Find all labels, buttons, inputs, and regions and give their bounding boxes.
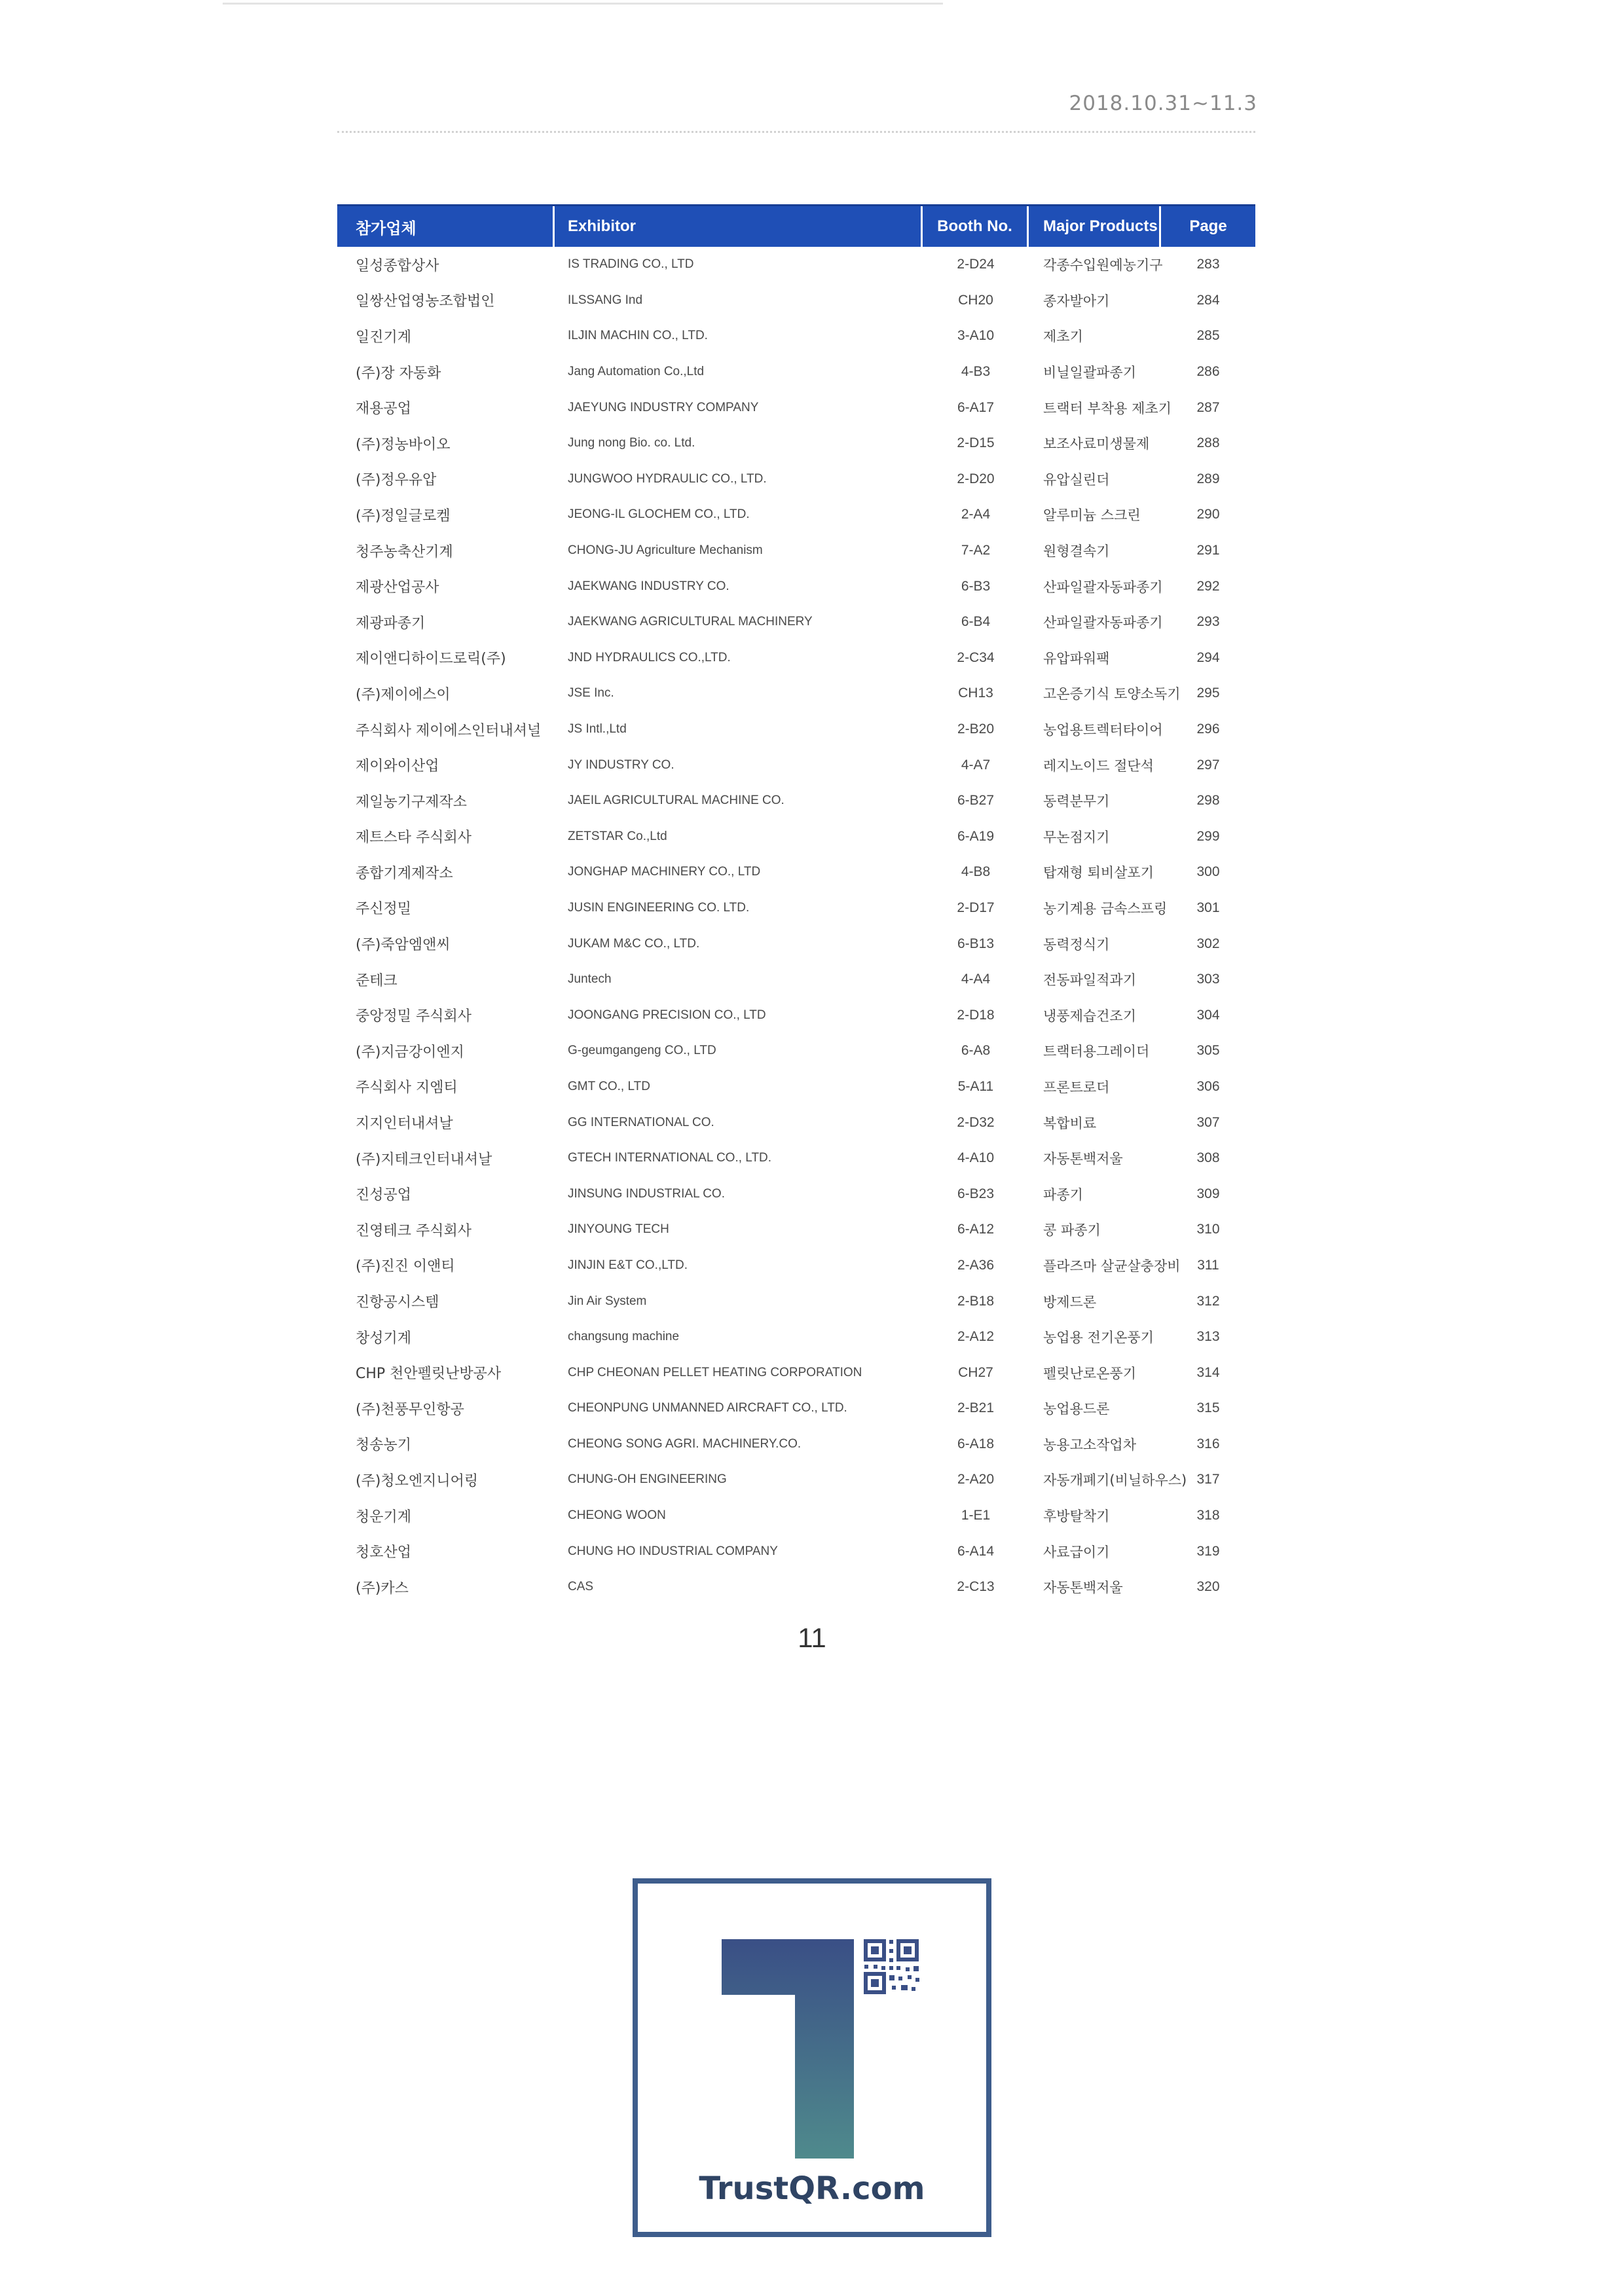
table-row [337, 1498, 1255, 1534]
page-cell: 318 [1196, 1508, 1220, 1523]
page-cell: 303 [1196, 972, 1220, 987]
exhibitor-cell: CHP CHEONAN PELLET HEATING CORPORATION [568, 1365, 862, 1379]
table-row [337, 318, 1255, 354]
table-row [337, 568, 1255, 604]
exhibitor-cell: ILSSANG Ind [568, 293, 643, 307]
page-cell: 307 [1196, 1114, 1220, 1130]
korean-name-cell: 지지인터내셔날 [356, 1116, 453, 1133]
page-cell: 300 [1196, 864, 1220, 880]
exhibitor-cell: JSE Inc. [568, 686, 614, 701]
exhibitor-cell: JY INDUSTRY CO. [568, 757, 674, 772]
table-row [337, 1104, 1255, 1140]
table-row [337, 783, 1255, 819]
booth-cell: 6-A14 [957, 1543, 995, 1559]
exhibitor-cell: ILJIN MACHIN CO., LTD. [568, 329, 708, 343]
page-cell: 288 [1196, 435, 1220, 451]
booth-cell: 2-D18 [957, 1007, 995, 1023]
page-cell: 314 [1196, 1364, 1220, 1380]
product-cell: 고온증기식 토양소독기 [1043, 686, 1181, 702]
exhibitor-cell: CHUNG HO INDUSTRIAL COMPANY [568, 1544, 778, 1558]
booth-cell: 2-D15 [957, 435, 995, 451]
exhibitor-table [337, 204, 1255, 1605]
column-header-booth: Booth No. [923, 206, 1029, 247]
exhibitor-cell: GMT CO., LTD [568, 1079, 650, 1093]
product-cell: 각종수입원예농기구 [1043, 257, 1163, 274]
page-cell: 312 [1196, 1293, 1220, 1309]
table-row [337, 640, 1255, 676]
booth-cell: 6-A17 [957, 399, 995, 415]
product-cell: 산파일괄자동파종기 [1043, 579, 1163, 595]
table-row [337, 1248, 1255, 1284]
exhibitor-cell: JOONGANG PRECISION CO., LTD [568, 1008, 766, 1022]
logo-text: TrustQR.com [699, 2170, 925, 2207]
product-cell: 전동파일적과기 [1043, 972, 1137, 989]
korean-name-cell: (주)제이에스이 [356, 686, 451, 703]
product-cell: 농업용트렉터타이어 [1043, 722, 1163, 738]
table-row [337, 462, 1255, 498]
booth-cell: CH13 [958, 685, 993, 701]
product-cell: 파종기 [1043, 1186, 1083, 1203]
table-row [337, 1319, 1255, 1355]
exhibitor-cell: Jin Air System [568, 1294, 647, 1308]
event-date: 2018.10.31~11.3 [1069, 92, 1257, 115]
exhibitor-cell: CHEONPUNG UNMANNED AIRCRAFT CO., LTD. [568, 1401, 847, 1415]
page-cell: 292 [1196, 578, 1220, 594]
exhibitor-cell: CAS [568, 1580, 594, 1594]
korean-name-cell: 청송농기 [356, 1437, 412, 1454]
product-cell: 펠릿난로온풍기 [1043, 1365, 1137, 1381]
page-cell: 306 [1196, 1078, 1220, 1094]
booth-cell: 6-A8 [961, 1043, 991, 1059]
korean-name-cell: 제이와이산업 [356, 758, 439, 775]
page-cell: 284 [1196, 292, 1220, 308]
exhibitor-cell: Jang Automation Co.,Ltd [568, 365, 705, 379]
exhibitor-cell: G-geumgangeng CO., LTD [568, 1044, 716, 1058]
booth-cell: 5-A11 [957, 1078, 994, 1094]
page-cell: 283 [1196, 257, 1220, 272]
table-row [337, 712, 1255, 748]
booth-cell: 2-B20 [957, 721, 995, 737]
booth-cell: 2-D17 [957, 900, 995, 915]
exhibitor-cell: Jung nong Bio. co. Ltd. [568, 436, 695, 450]
product-cell: 유압파워팩 [1043, 650, 1110, 666]
exhibitor-cell: JAEIL AGRICULTURAL MACHINE CO. [568, 793, 784, 808]
table-row [337, 1391, 1255, 1427]
korean-name-cell: (주)장 자동화 [356, 365, 441, 382]
dotted-divider [337, 131, 1255, 133]
korean-name-cell: 일진기계 [356, 329, 412, 346]
page-cell: 316 [1196, 1436, 1220, 1451]
table-row [337, 497, 1255, 533]
booth-cell: 6-B27 [957, 793, 995, 809]
booth-cell: 4-B8 [961, 864, 991, 880]
korean-name-cell: 제일농기구제작소 [356, 793, 468, 811]
table-row [337, 1427, 1255, 1463]
product-cell: 방제드론 [1043, 1294, 1097, 1310]
booth-cell: 2-D24 [957, 257, 995, 272]
table-row [337, 1212, 1255, 1248]
page-cell: 296 [1196, 721, 1220, 737]
qr-code-icon [864, 1939, 919, 1994]
page-cell: 315 [1196, 1400, 1220, 1416]
booth-cell: CH27 [958, 1364, 993, 1380]
table-row [337, 1533, 1255, 1569]
table-row [337, 247, 1255, 283]
product-cell: 후방탈착기 [1043, 1508, 1110, 1525]
exhibitor-cell: JAEKWANG INDUSTRY CO. [568, 579, 729, 593]
korean-name-cell: 중앙정밀 주식회사 [356, 1008, 472, 1025]
korean-name-cell: 제트스타 주식회사 [356, 829, 472, 847]
page-cell: 319 [1196, 1543, 1220, 1559]
korean-name-cell: 재용공업 [356, 401, 412, 418]
booth-cell: 6-B3 [961, 578, 991, 594]
exhibitor-cell: CHEONG WOON [568, 1508, 666, 1523]
exhibitor-cell: CHONG-JU Agriculture Mechanism [568, 543, 763, 558]
exhibitor-cell: JUNGWOO HYDRAULIC CO., LTD. [568, 471, 767, 486]
booth-cell: 4-A4 [961, 972, 991, 987]
exhibitor-cell: IS TRADING CO., LTD [568, 257, 694, 272]
exhibitor-cell: JS Intl.,Ltd [568, 722, 627, 737]
trustqr-logo [633, 1878, 991, 2237]
exhibitor-cell: JUSIN ENGINEERING CO. LTD. [568, 900, 750, 915]
booth-cell: 1-E1 [961, 1508, 991, 1523]
korean-name-cell: CHP 천안펠릿난방공사 [356, 1366, 502, 1383]
page-number: 11 [798, 1622, 826, 1653]
exhibitor-cell: GTECH INTERNATIONAL CO., LTD. [568, 1151, 772, 1165]
product-cell: 유압실린더 [1043, 471, 1110, 488]
product-cell: 농업용 전기온풍기 [1043, 1330, 1154, 1346]
korean-name-cell: (주)지테크인터내셔날 [356, 1151, 492, 1168]
exhibitor-cell: JAEYUNG INDUSTRY COMPANY [568, 400, 759, 414]
product-cell: 트랙터 부착용 제초기 [1043, 400, 1172, 416]
korean-name-cell: 청주농축산기계 [356, 543, 453, 560]
page-cell: 320 [1196, 1579, 1220, 1595]
product-cell: 복합비료 [1043, 1115, 1097, 1131]
table-row [337, 1569, 1255, 1605]
korean-name-cell: 진영테크 주식회사 [356, 1222, 472, 1239]
korean-name-cell: 청운기계 [356, 1508, 412, 1525]
page-cell: 295 [1196, 685, 1220, 701]
booth-cell: 2-A4 [961, 507, 991, 522]
product-cell: 자동개폐기(비닐하우스) [1043, 1472, 1187, 1489]
korean-name-cell: (주)천풍무인항공 [356, 1401, 464, 1418]
booth-cell: 2-D20 [957, 471, 995, 486]
product-cell: 동력정식기 [1043, 936, 1110, 953]
korean-name-cell: 제광산업공사 [356, 579, 439, 596]
booth-cell: 6-A19 [957, 828, 995, 844]
page-cell: 305 [1196, 1043, 1220, 1059]
page-cell: 298 [1196, 793, 1220, 809]
exhibitor-cell: JAEKWANG AGRICULTURAL MACHINERY [568, 615, 813, 629]
booth-cell: 3-A10 [957, 328, 995, 344]
product-cell: 자동톤백저울 [1043, 1580, 1123, 1596]
korean-name-cell: 주신정밀 [356, 901, 412, 918]
korean-name-cell: 창성기계 [356, 1330, 412, 1347]
page-cell: 311 [1197, 1257, 1219, 1273]
page-cell: 291 [1196, 543, 1220, 558]
page-cell: 317 [1196, 1472, 1220, 1487]
table-row [337, 1140, 1255, 1176]
table-row [337, 676, 1255, 712]
korean-name-cell: 일성종합상사 [356, 257, 439, 274]
korean-name-cell: 일쌍산업영농조합법인 [356, 293, 495, 310]
product-cell: 냉풍제습건조기 [1043, 1008, 1137, 1024]
table-header [337, 204, 1255, 247]
korean-name-cell: 청호산업 [356, 1544, 412, 1561]
booth-cell: 7-A2 [961, 543, 991, 558]
table-row [337, 747, 1255, 783]
product-cell: 농기계용 금속스프링 [1043, 900, 1168, 917]
korean-name-cell: (주)정우유압 [356, 472, 437, 489]
booth-cell: 2-C34 [957, 649, 995, 665]
product-cell: 트랙터용그레이더 [1043, 1044, 1150, 1060]
table-row [337, 1033, 1255, 1069]
page-cell: 302 [1196, 936, 1220, 951]
table-row [337, 819, 1255, 855]
product-cell: 콩 파종기 [1043, 1222, 1101, 1239]
korean-name-cell: (주)죽암엠앤씨 [356, 937, 451, 954]
korean-name-cell: 주식회사 지엠티 [356, 1080, 458, 1097]
exhibitor-cell: CHEONG SONG AGRI. MACHINERY.CO. [568, 1436, 802, 1451]
booth-cell: CH20 [958, 292, 993, 308]
page-cell: 308 [1196, 1150, 1220, 1166]
table-row [337, 1355, 1255, 1391]
booth-cell: 6-B4 [961, 614, 991, 630]
table-row [337, 997, 1255, 1033]
booth-cell: 2-B18 [957, 1293, 995, 1309]
booth-cell: 2-A36 [957, 1257, 995, 1273]
booth-cell: 4-B3 [961, 364, 991, 380]
korean-name-cell: 종합기계제작소 [356, 865, 453, 882]
booth-cell: 6-A12 [957, 1222, 995, 1237]
product-cell: 제초기 [1043, 329, 1083, 345]
booth-cell: 6-A18 [957, 1436, 995, 1451]
table-row [337, 890, 1255, 926]
table-row [337, 354, 1255, 390]
product-cell: 원형결속기 [1043, 543, 1110, 560]
booth-cell: 4-A7 [961, 757, 991, 773]
page-cell: 310 [1196, 1222, 1220, 1237]
exhibitor-cell: GG INTERNATIONAL CO. [568, 1115, 714, 1129]
exhibitor-cell: Juntech [568, 972, 612, 987]
product-cell: 플라즈마 살균살충장비 [1043, 1258, 1181, 1274]
exhibitor-cell: JINJIN E&T CO.,LTD. [568, 1258, 688, 1272]
korean-name-cell: 진항공시스템 [356, 1294, 439, 1311]
product-cell: 자동톤백저울 [1043, 1151, 1123, 1167]
page-cell: 299 [1196, 828, 1220, 844]
exhibitor-cell: CHUNG-OH ENGINEERING [568, 1472, 727, 1487]
product-cell: 종자발아기 [1043, 293, 1110, 309]
column-header-products: Major Products [1029, 206, 1161, 247]
korean-name-cell: 제이앤디하이드로릭(주) [356, 651, 506, 668]
table-row [337, 1462, 1255, 1498]
table-row [337, 1283, 1255, 1319]
table-body [337, 247, 1255, 1605]
page-cell: 290 [1196, 507, 1220, 522]
korean-name-cell: (주)청오엔지니어링 [356, 1472, 479, 1489]
page-cell: 293 [1196, 614, 1220, 630]
product-cell: 알루미늄 스크린 [1043, 507, 1141, 524]
table-row [337, 283, 1255, 319]
exhibitor-cell: JINYOUNG TECH [568, 1222, 669, 1237]
booth-cell: 2-A12 [957, 1329, 995, 1345]
table-row [337, 1176, 1255, 1212]
table-row [337, 854, 1255, 890]
table-row [337, 426, 1255, 462]
korean-name-cell: (주)지금강이엔지 [356, 1044, 464, 1061]
korean-name-cell: (주)정일글로켐 [356, 507, 451, 524]
column-header-korean-name: 참가업체 [337, 206, 555, 247]
product-cell: 프론트로더 [1043, 1079, 1110, 1095]
page-cell: 301 [1196, 900, 1220, 915]
korean-name-cell: 준테크 [356, 972, 397, 989]
product-cell: 농업용드론 [1043, 1401, 1110, 1417]
product-cell: 농용고소작업차 [1043, 1436, 1137, 1453]
korean-name-cell: 진성공업 [356, 1187, 412, 1204]
page-cell: 289 [1196, 471, 1220, 486]
table-row [337, 962, 1255, 998]
exhibitor-cell: ZETSTAR Co.,Ltd [568, 829, 667, 843]
korean-name-cell: (주)진진 이앤티 [356, 1258, 455, 1275]
page-cell: 285 [1196, 328, 1220, 344]
column-header-page: Page [1189, 217, 1227, 235]
booth-cell: 6-B13 [957, 936, 995, 951]
booth-cell: 6-B23 [957, 1186, 995, 1201]
page-cell: 287 [1196, 399, 1220, 415]
booth-cell: 4-A10 [957, 1150, 995, 1166]
booth-cell: 2-D32 [957, 1114, 995, 1130]
top-divider [223, 3, 943, 5]
table-row [337, 1069, 1255, 1105]
product-cell: 레지노이드 절단석 [1043, 757, 1154, 774]
table-row [337, 390, 1255, 426]
page-cell: 304 [1196, 1007, 1220, 1023]
page-cell: 313 [1196, 1329, 1220, 1345]
exhibitor-cell: JEONG-IL GLOCHEM CO., LTD. [568, 507, 750, 522]
exhibitor-cell: JND HYDRAULICS CO.,LTD. [568, 650, 731, 665]
page-cell: 286 [1196, 364, 1220, 380]
page-cell: 309 [1196, 1186, 1220, 1201]
product-cell: 무논점지기 [1043, 829, 1110, 845]
korean-name-cell: (주)정농바이오 [356, 436, 451, 453]
page-cell: 297 [1196, 757, 1220, 773]
booth-cell: 2-B21 [957, 1400, 995, 1416]
product-cell: 사료급이기 [1043, 1544, 1110, 1560]
table-row [337, 533, 1255, 569]
product-cell: 동력분무기 [1043, 793, 1110, 810]
table-row [337, 926, 1255, 962]
product-cell: 비닐일괄파종기 [1043, 365, 1137, 381]
korean-name-cell: 주식회사 제이에스인터내셔널 [356, 722, 542, 739]
exhibitor-cell: JONGHAP MACHINERY CO., LTD [568, 865, 761, 879]
product-cell: 보조사료미생물제 [1043, 436, 1150, 452]
product-cell: 탑재형 퇴비살포기 [1043, 865, 1154, 881]
korean-name-cell: 제광파종기 [356, 615, 426, 632]
page-cell: 294 [1196, 649, 1220, 665]
exhibitor-cell: JINSUNG INDUSTRIAL CO. [568, 1186, 725, 1201]
product-cell: 산파일괄자동파종기 [1043, 615, 1163, 631]
exhibitor-cell: changsung machine [568, 1330, 680, 1344]
booth-cell: 2-C13 [957, 1579, 995, 1595]
table-row [337, 604, 1255, 640]
booth-cell: 2-A20 [957, 1472, 995, 1487]
column-header-exhibitor: Exhibitor [555, 206, 923, 247]
exhibitor-cell: JUKAM M&C CO., LTD. [568, 936, 700, 951]
korean-name-cell: (주)카스 [356, 1580, 409, 1597]
